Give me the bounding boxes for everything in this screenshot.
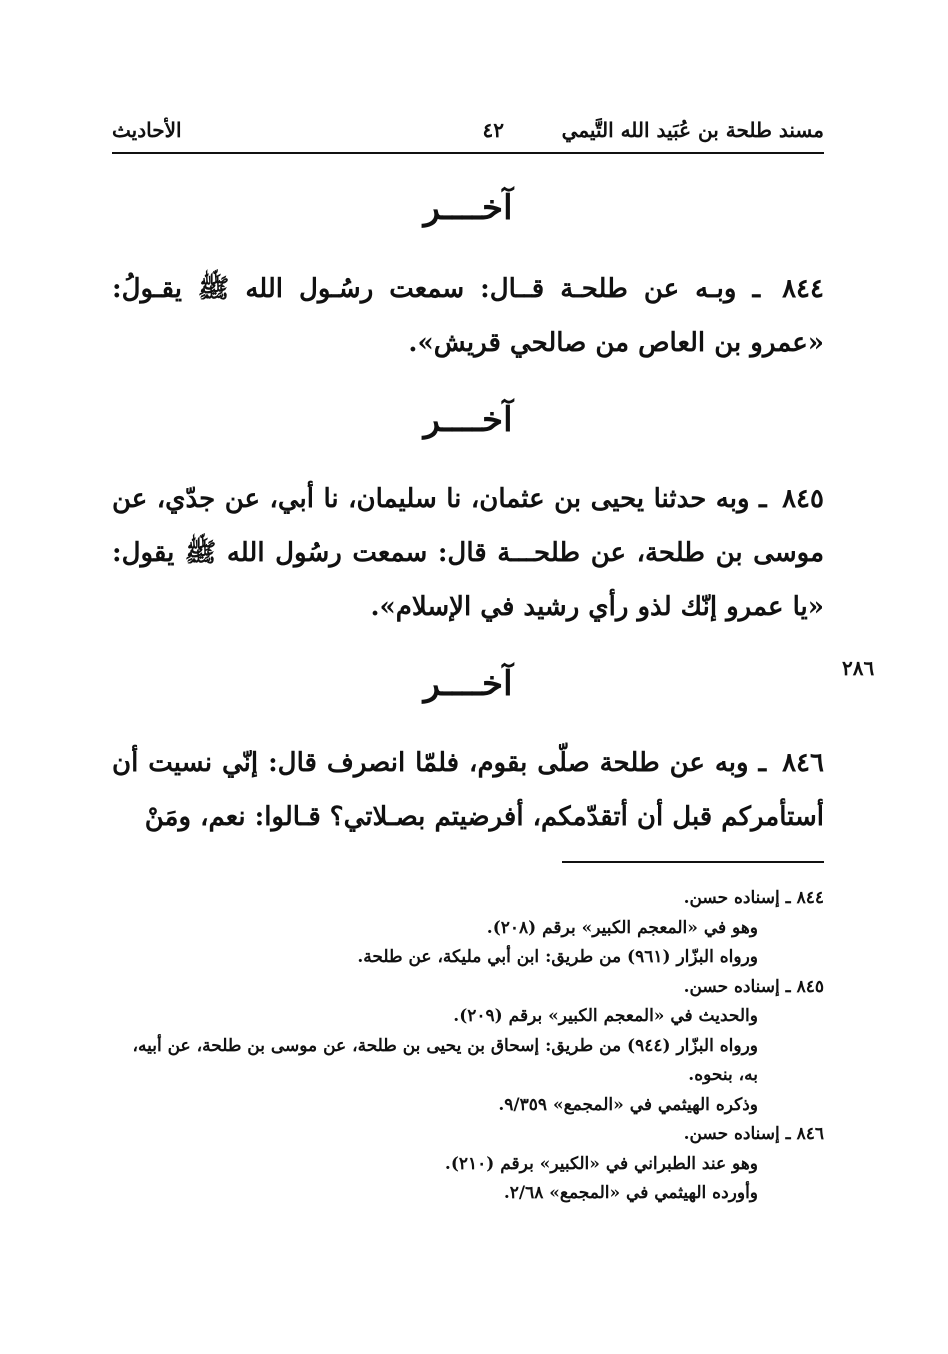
hadith-text: ـ وبه عن طلحة صلّى بقوم، فلمّا انصرف قال: إنّي نسيت أن أستأمركم قبل أن أتقدّمكم، أفرضيتم بصـلاتي؟ قـالوا: نعم، ومَنْ [112, 748, 824, 832]
footnote-844-line: وهو في «المعجم الكبير» برقم (٢٠٨). [486, 917, 758, 938]
footnotes [112, 884, 824, 1209]
footnote-846-head: ٨٤٦ ـ إسناده حسن. [683, 1124, 824, 1144]
book-title: مسند طلحة بن عُبَيد الله التَّيمي [561, 118, 824, 142]
margin-manuscript-number: ٢٨٦ [842, 656, 875, 680]
hadith-number: ٨٤٥ [782, 484, 824, 514]
section-heading-2: آخــــر [423, 400, 513, 440]
section-heading-3: آخــــر [423, 664, 513, 704]
footnote-846-line: وأورده الهيثمي في «المجمع» ٢/٦٨. [503, 1183, 758, 1203]
hadith-text: ـ وبـه عن طلحـة قــال: سمعت رسُـول الله ﷺ يقـولُ: «عمرو بن العاص من صالحي قريش». [112, 274, 824, 358]
hadith-844 [112, 262, 824, 370]
hadith-846 [112, 736, 824, 844]
section-title: الأحاديث [112, 118, 182, 142]
page-header [112, 112, 824, 154]
hadith-number: ٨٤٤ [782, 274, 824, 304]
footnote-846-line: وهو عند الطبراني في «الكبير» برقم (٢١٠). [444, 1153, 758, 1174]
page-number: ٤٢ [482, 118, 504, 142]
footnote-844-line: ورواه البزّار (٩٦١) من طريق: ابن أبي مليكة، عن طلحة. [357, 947, 758, 967]
footnote-845-head: ٨٤٥ ـ إسناده حسن. [683, 976, 824, 997]
footnote-divider [562, 861, 824, 863]
section-heading-1: آخــــر [423, 188, 513, 228]
hadith-text: ـ وبه حدثنا يحيى بن عثمان، نا سليمان، نا أبي، عن جدّي، عن موسى بن طلحة، عن طلحـــة قال: سمعت رسُول الله ﷺ يقول: «يا عمرو إنّك لذو رأي رشيد في الإسلام». [112, 484, 824, 622]
footnote-844-head: ٨٤٤ ـ إسناده حسن. [683, 888, 824, 908]
hadith-845 [112, 472, 824, 634]
footnote-845-line: ورواه البزّار (٩٤٤) من طريق: إسحاق بن يحيى بن طلحة، عن موسى بن طلحة، عن أبيه، به، بنحوه. [132, 1035, 758, 1085]
hadith-number: ٨٤٦ [782, 748, 824, 778]
footnote-845-line: وذكره الهيثمي في «المجمع» ٩/٣٥٩. [498, 1094, 758, 1115]
footnote-845-line: والحديث في «المعجم الكبير» برقم (٢٠٩). [453, 1006, 758, 1026]
